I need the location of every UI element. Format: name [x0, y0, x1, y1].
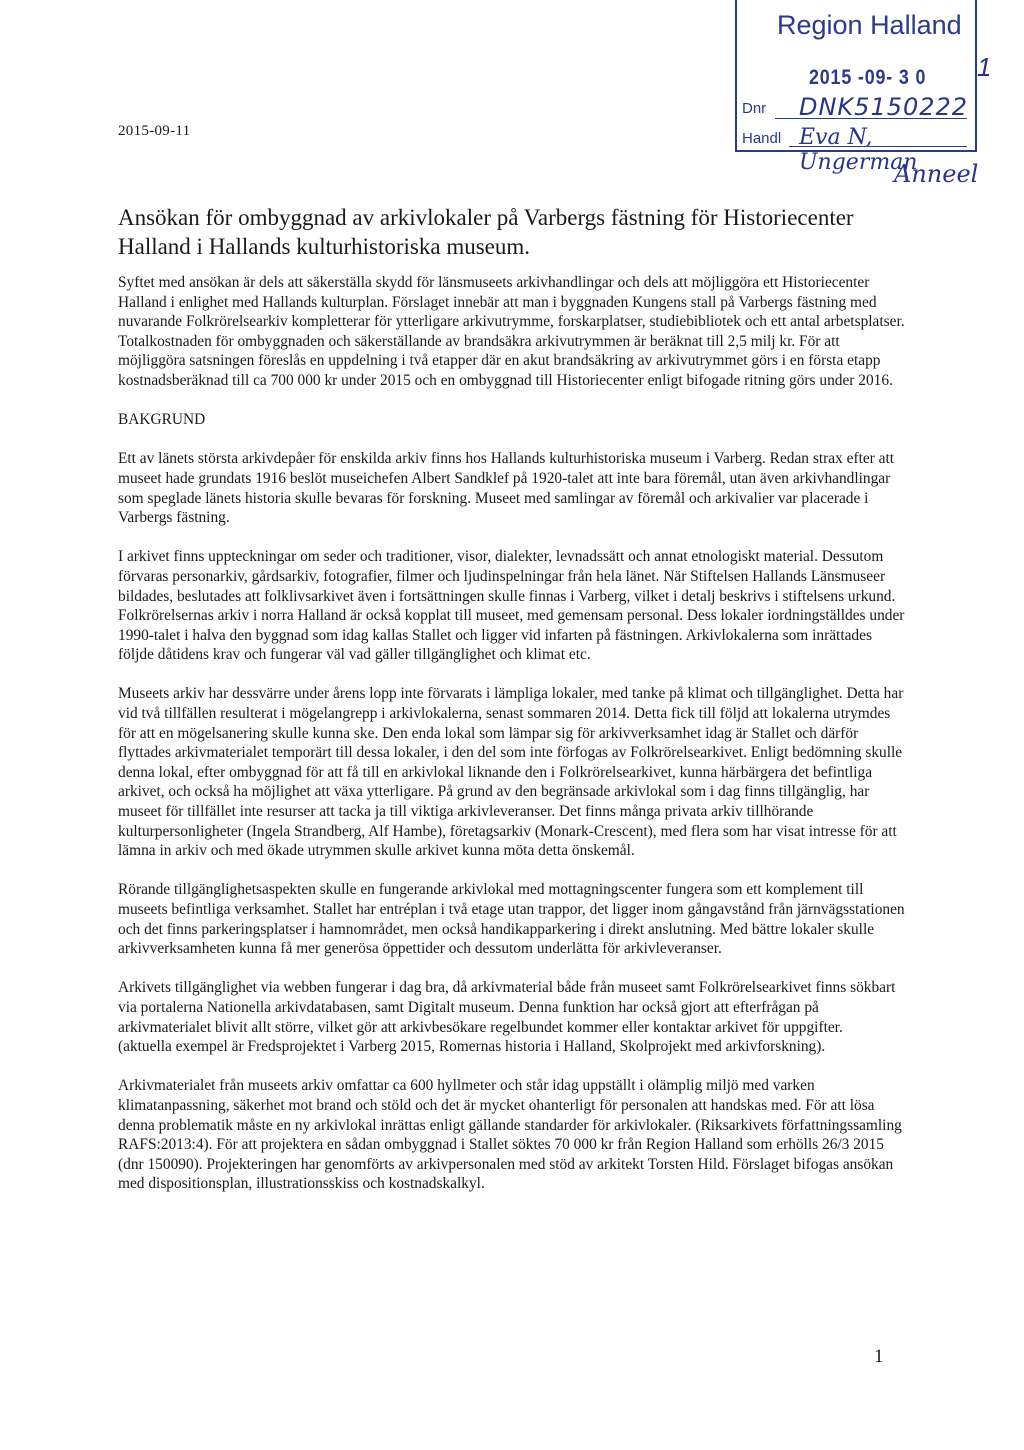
paragraph: Arkivmaterialet från museets arkiv omfattar ca 600 hyllmeter och står idag uppställt i olämplig miljö med varken klimatanpassning, säkerhet mot brand och stöld och det är mycket ohanterligt för personalen att handskas med. För att lösa denna problematik måste en ny arkivlokal inrättas enligt gällande standarder för arkivlokaler. (Riksarkivets författningssamling RAFS:2013:4). För att projektera en sådan ombyggnad i Stallet söktes 70 000 kr från Region Halland som erhölls 26/3 2015 (dnr 150090). Projekteringen har genomförts av arkivpersonalen med stöd av arkitekt Torsten Hild. Förslaget bifogas ansökan med dispositionsplan, illustrationsskiss och kostnadskalkyl. — [118, 1077, 902, 1193]
paragraph: I arkivet finns uppteckningar om seder och traditioner, visor, dialekter, levnadssätt och annat etnologiskt material. Dessutom förvaras personarkiv, gårdsarkiv, fotografier, filmer och ljudinspelningar från hela länet. När Stiftelsen Hallands Länsmuseer bildades, beslutades att folklivsarkivet även i fortsättningen skulle finnas i Varberg, vilket i detalj beskrivs i stiftelsens urkund. Folkrörelsernas arkiv i norra Halland är också kopplat till museet, med gemensam personal. Dess lokaler iordningställdes under 1990-talet i halva den byggnad som idag kallas Stallet och ligger vid infarten på fästningen. Arkivlokalerna som inrättades följde dåtidens krav och fungerar väl vad gäller tillgänglighet och klimat etc. — [118, 548, 905, 664]
document-body — [118, 273, 908, 1214]
paragraph: Rörande tillgänglighetsaspekten skulle en fungerande arkivlokal med mottagningscenter fungera som ett komplement till museets befintliga verksamhet. Stallet har entréplan i två etage utan trappor, det ligger inom gångavstånd från järnvägsstationen och det finns parkeringsplatser i hamnområdet, men också handikapparkering i direkt anslutning. Med bättre lokaler skulle arkivverksamheten kunna få mer generösa öppettider och dessutom underlätta för arkivleveranser. — [118, 881, 905, 958]
document-title: Ansökan för ombyggnad av arkivlokaler på Varbergs fästning för Historiecenter Halland i Hallands kulturhistoriska museum. — [118, 205, 854, 259]
paragraph: Ett av länets största arkivdepåer för enskilda arkiv finns hos Hallands kulturhistoriska museum i Varberg. Redan strax efter att museet hade grundats 1916 beslöt museichefen Albert Sandklef på 1920-talet att inte bara föremål, utan även arkivhandlingar som speglade länets historia skulle bevaras för forskning. Museet med samlingar av föremål och arkivalier var placerade i Varbergs fästning. — [118, 450, 895, 527]
paragraph: Syftet med ansökan är dels att säkerställa skydd för länsmuseets arkivhandlingar och dels att möjliggöra ett Historiecenter Halland i enlighet med Hallands kulturplan. Förslaget innebär att man i byggnaden Kungens stall på Varbergs fästning med nuvarande Folkrörelsearkiv kompletterar för ytterligare arkivutrymme, forskarplatser, studiebibliotek och ett antal arbetsplatser. Totalkostnaden för ombyggnaden och säkerställande av brandsäkra arkivutrymmen är beräknat till 2,5 milj kr. För att möjliggöra satsningen föreslås en uppdelning i två etapper där en akut brandsäkring av arkivutrymmet görs i en första etapp kostnadsberäknad till ca 700 000 kr under 2015 och en ombyggnad till Historiecenter enligt bifogade ritning görs under 2016. — [118, 274, 905, 389]
stamp-dnr-label: Dnr — [742, 100, 767, 117]
stamp-handl-label: Handl — [742, 130, 782, 147]
stamp-organization: Region Halland — [777, 10, 962, 40]
section-heading: BAKGRUND — [118, 411, 206, 429]
stamp-date: 2015 -09- 3 0 — [809, 66, 927, 89]
paragraph: Museets arkiv har dessvärre under årens lopp inte förvarats i lämpliga lokaler, med tanke på klimat och tillgänglighet. Detta har vid två tillfällen resulterat i mögelangrepp i arkivlokalerna, senast sommaren 2014. Detta fick till följd att lokalerna utrymdes för att en mögelsanering skulle kunna ske. Den enda lokal som lämpar sig för arkivverksamhet idag är Stallet och därför flyttades arkivmaterialet temporärt till dessa lokaler, i den del som inte förfogas av Folkrörelsearkivet. Enligt bedömning skulle denna lokal, efter ombyggnad för att få till en arkivlokal liknande den i Folkrörelsearkivet, kunna härbärgera det befintliga arkivet, och också ha möjlighet att växa ytterligare. På grund av den begränsade arkivlokal som i dag finns tillgänglig, har museet för tillfället inte resurser att tacka ja till viktiga arkivleveranser. Det finns många privata arkiv tillhörande kulturpersonligheter (Ingela Strandberg, Alf Hambe), företagsarkiv (Monark-Crescent), med flera som har visat intresse för att lämna in arkiv och med ökade utrymmen skulle arkivet kunna möta detta önskemål. — [118, 685, 904, 860]
stamp-handl-value: Eva N, Ungerman — [799, 125, 918, 175]
stamp-dnr-value: DNK5150222 — [799, 93, 969, 121]
paragraph: (aktuella exempel är Fredsprojektet i Varberg 2015, Romernas historia i Halland, Skolprojekt med arkivforskning). — [118, 1038, 826, 1056]
handwritten-note: Anneel — [894, 160, 979, 188]
document-date: 2015-09-11 — [118, 123, 191, 139]
paragraph: Arkivets tillgänglighet via webben fungerar i dag bra, då arkivmaterial både från museet samt Folkrörelsearkivet finns sökbart via portalerna Nationella arkivdatabasen, samt Digitalt museum. Denna funktion har också gjort att efterfrågan på arkivmaterialet blivit allt större, vilket gör att arkivbesökare regelbundet kommer eller kontaktar arkivet för uppgifter. — [118, 979, 896, 1036]
stamp-handwritten-mark: 1 — [977, 52, 992, 82]
page-number: 1 — [874, 1346, 884, 1367]
